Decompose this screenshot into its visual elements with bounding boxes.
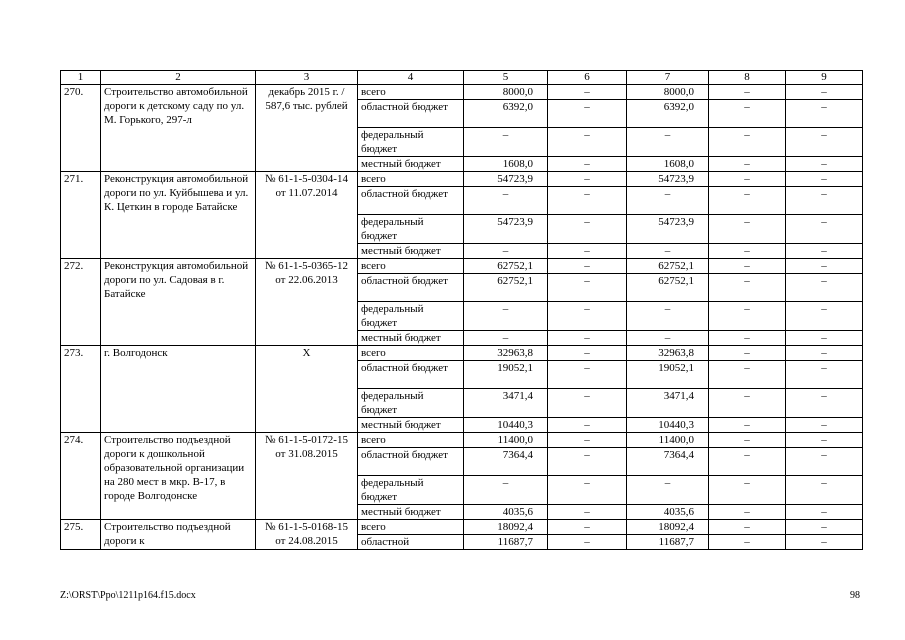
amount-cell: –: [786, 433, 863, 448]
amount-cell: –: [548, 244, 627, 259]
amount-cell: 18092,4: [627, 520, 709, 535]
amount-cell: –: [709, 505, 786, 520]
amount-cell: 62752,1: [464, 259, 548, 274]
amount-cell: 11400,0: [464, 433, 548, 448]
amount-cell: –: [709, 346, 786, 361]
amount-cell: –: [548, 274, 627, 302]
amount-cell: 10440,3: [627, 418, 709, 433]
amount-cell: –: [709, 187, 786, 215]
amount-cell: –: [548, 520, 627, 535]
amount-cell: –: [709, 274, 786, 302]
amount-cell: –: [548, 433, 627, 448]
funding-source: местный бюджет: [358, 244, 464, 259]
funding-source: областной: [358, 535, 464, 550]
amount-cell: –: [786, 331, 863, 346]
amount-cell: 32963,8: [464, 346, 548, 361]
amount-cell: –: [786, 418, 863, 433]
amount-cell: –: [709, 535, 786, 550]
funding-source: областной бюджет: [358, 361, 464, 389]
amount-cell: –: [786, 259, 863, 274]
amount-cell: 7364,4: [464, 448, 548, 476]
amount-cell: –: [548, 259, 627, 274]
amount-cell: –: [548, 389, 627, 418]
amount-cell: 1608,0: [464, 157, 548, 172]
column-header: 1: [61, 71, 101, 85]
amount-cell: –: [548, 172, 627, 187]
amount-cell: –: [548, 448, 627, 476]
amount-cell: –: [464, 244, 548, 259]
column-header: 4: [358, 71, 464, 85]
column-header: 6: [548, 71, 627, 85]
document-ref: № 61-1-5-0172-15 от 31.08.2015: [256, 433, 358, 520]
funding-source: всего: [358, 172, 464, 187]
record-number: 273.: [61, 346, 101, 433]
amount-cell: –: [709, 244, 786, 259]
amount-cell: –: [786, 389, 863, 418]
amount-cell: –: [786, 244, 863, 259]
object-name: Строительство автомобильной дороги к детскому саду по ул. М. Горького, 297-л: [101, 85, 256, 172]
amount-cell: –: [786, 85, 863, 100]
funding-source: областной бюджет: [358, 448, 464, 476]
budget-table: [60, 70, 863, 550]
amount-cell: –: [627, 187, 709, 215]
funding-source: федеральный бюджет: [358, 476, 464, 505]
funding-source: местный бюджет: [358, 331, 464, 346]
amount-cell: –: [786, 172, 863, 187]
document-ref: декабрь 2015 г. / 587,6 тыс. рублей: [256, 85, 358, 172]
amount-cell: 11400,0: [627, 433, 709, 448]
table-header-row: [61, 71, 863, 85]
amount-cell: –: [464, 476, 548, 505]
amount-cell: –: [627, 302, 709, 331]
funding-source: всего: [358, 433, 464, 448]
amount-cell: –: [786, 187, 863, 215]
amount-cell: 4035,6: [627, 505, 709, 520]
amount-cell: –: [709, 215, 786, 244]
amount-cell: –: [709, 259, 786, 274]
amount-cell: 54723,9: [464, 215, 548, 244]
page-number: 98: [850, 590, 860, 601]
document-ref: № 61-1-5-0168-15 от 24.08.2015: [256, 520, 358, 550]
column-header: 8: [709, 71, 786, 85]
table-row: [61, 259, 863, 274]
funding-source: областной бюджет: [358, 187, 464, 215]
amount-cell: –: [709, 476, 786, 505]
amount-cell: –: [627, 244, 709, 259]
amount-cell: 7364,4: [627, 448, 709, 476]
funding-source: местный бюджет: [358, 418, 464, 433]
amount-cell: –: [548, 157, 627, 172]
amount-cell: –: [786, 157, 863, 172]
record-number: 275.: [61, 520, 101, 550]
amount-cell: 8000,0: [464, 85, 548, 100]
amount-cell: –: [548, 331, 627, 346]
funding-source: федеральный бюджет: [358, 389, 464, 418]
table-row: [61, 346, 863, 361]
amount-cell: –: [786, 535, 863, 550]
amount-cell: –: [548, 361, 627, 389]
amount-cell: –: [548, 505, 627, 520]
amount-cell: –: [786, 476, 863, 505]
amount-cell: 3471,4: [627, 389, 709, 418]
amount-cell: –: [464, 187, 548, 215]
amount-cell: 1608,0: [627, 157, 709, 172]
amount-cell: 19052,1: [464, 361, 548, 389]
amount-cell: 62752,1: [627, 259, 709, 274]
amount-cell: –: [548, 302, 627, 331]
amount-cell: 54723,9: [627, 172, 709, 187]
funding-source: областной бюджет: [358, 274, 464, 302]
amount-cell: 8000,0: [627, 85, 709, 100]
funding-source: местный бюджет: [358, 157, 464, 172]
amount-cell: 18092,4: [464, 520, 548, 535]
funding-source: областной бюджет: [358, 100, 464, 128]
amount-cell: –: [786, 215, 863, 244]
table-row: [61, 85, 863, 100]
amount-cell: –: [709, 172, 786, 187]
amount-cell: –: [786, 302, 863, 331]
amount-cell: 4035,6: [464, 505, 548, 520]
amount-cell: –: [548, 346, 627, 361]
amount-cell: –: [786, 505, 863, 520]
document-ref: № 61-1-5-0304-14 от 11.07.2014: [256, 172, 358, 259]
amount-cell: –: [627, 128, 709, 157]
amount-cell: 10440,3: [464, 418, 548, 433]
funding-source: всего: [358, 346, 464, 361]
amount-cell: –: [464, 331, 548, 346]
amount-cell: –: [709, 128, 786, 157]
amount-cell: –: [709, 85, 786, 100]
amount-cell: –: [709, 448, 786, 476]
amount-cell: –: [709, 389, 786, 418]
object-name: Строительство подъездной дороги к дошкольной образовательной организации на 280 мест в мкр. В-17, в городе Волгодонске: [101, 433, 256, 520]
amount-cell: –: [709, 100, 786, 128]
record-number: 272.: [61, 259, 101, 346]
amount-cell: –: [709, 157, 786, 172]
amount-cell: –: [548, 100, 627, 128]
funding-source: местный бюджет: [358, 505, 464, 520]
amount-cell: –: [548, 128, 627, 157]
object-name: г. Волгодонск: [101, 346, 256, 433]
amount-cell: –: [786, 100, 863, 128]
file-path: Z:\ORST\Ppo\1211p164.f15.docx: [60, 590, 196, 601]
amount-cell: –: [786, 128, 863, 157]
amount-cell: –: [786, 274, 863, 302]
amount-cell: –: [709, 302, 786, 331]
table-row: [61, 520, 863, 535]
funding-source: всего: [358, 85, 464, 100]
amount-cell: –: [709, 361, 786, 389]
amount-cell: –: [709, 520, 786, 535]
record-number: 270.: [61, 85, 101, 172]
record-number: 271.: [61, 172, 101, 259]
amount-cell: –: [548, 476, 627, 505]
amount-cell: 6392,0: [627, 100, 709, 128]
funding-source: федеральный бюджет: [358, 215, 464, 244]
column-header: 2: [101, 71, 256, 85]
amount-cell: –: [709, 418, 786, 433]
amount-cell: 62752,1: [464, 274, 548, 302]
amount-cell: –: [709, 331, 786, 346]
column-header: 7: [627, 71, 709, 85]
table-row: [61, 172, 863, 187]
document-ref: Х: [256, 346, 358, 433]
amount-cell: –: [786, 361, 863, 389]
amount-cell: –: [786, 346, 863, 361]
amount-cell: 11687,7: [627, 535, 709, 550]
amount-cell: 54723,9: [464, 172, 548, 187]
column-header: 5: [464, 71, 548, 85]
amount-cell: –: [548, 187, 627, 215]
amount-cell: –: [627, 476, 709, 505]
column-header: 3: [256, 71, 358, 85]
funding-source: всего: [358, 520, 464, 535]
amount-cell: –: [464, 302, 548, 331]
amount-cell: 11687,7: [464, 535, 548, 550]
object-name: Реконструкция автомобильной дороги по ул. Садовая в г. Батайске: [101, 259, 256, 346]
object-name: Строительство подъездной дороги к: [101, 520, 256, 550]
object-name: Реконструкция автомобильной дороги по ул. Куйбышева и ул. К. Цеткин в городе Батайске: [101, 172, 256, 259]
amount-cell: –: [786, 520, 863, 535]
amount-cell: 62752,1: [627, 274, 709, 302]
amount-cell: 32963,8: [627, 346, 709, 361]
amount-cell: –: [548, 215, 627, 244]
document-ref: № 61-1-5-0365-12 от 22.06.2013: [256, 259, 358, 346]
funding-source: всего: [358, 259, 464, 274]
table-row: [61, 433, 863, 448]
amount-cell: 6392,0: [464, 100, 548, 128]
amount-cell: 19052,1: [627, 361, 709, 389]
record-number: 274.: [61, 433, 101, 520]
amount-cell: –: [548, 535, 627, 550]
column-header: 9: [786, 71, 863, 85]
funding-source: федеральный бюджет: [358, 128, 464, 157]
amount-cell: 54723,9: [627, 215, 709, 244]
amount-cell: –: [548, 85, 627, 100]
funding-source: федеральный бюджет: [358, 302, 464, 331]
amount-cell: –: [786, 448, 863, 476]
amount-cell: –: [464, 128, 548, 157]
amount-cell: –: [548, 418, 627, 433]
amount-cell: –: [627, 331, 709, 346]
amount-cell: –: [709, 433, 786, 448]
amount-cell: 3471,4: [464, 389, 548, 418]
